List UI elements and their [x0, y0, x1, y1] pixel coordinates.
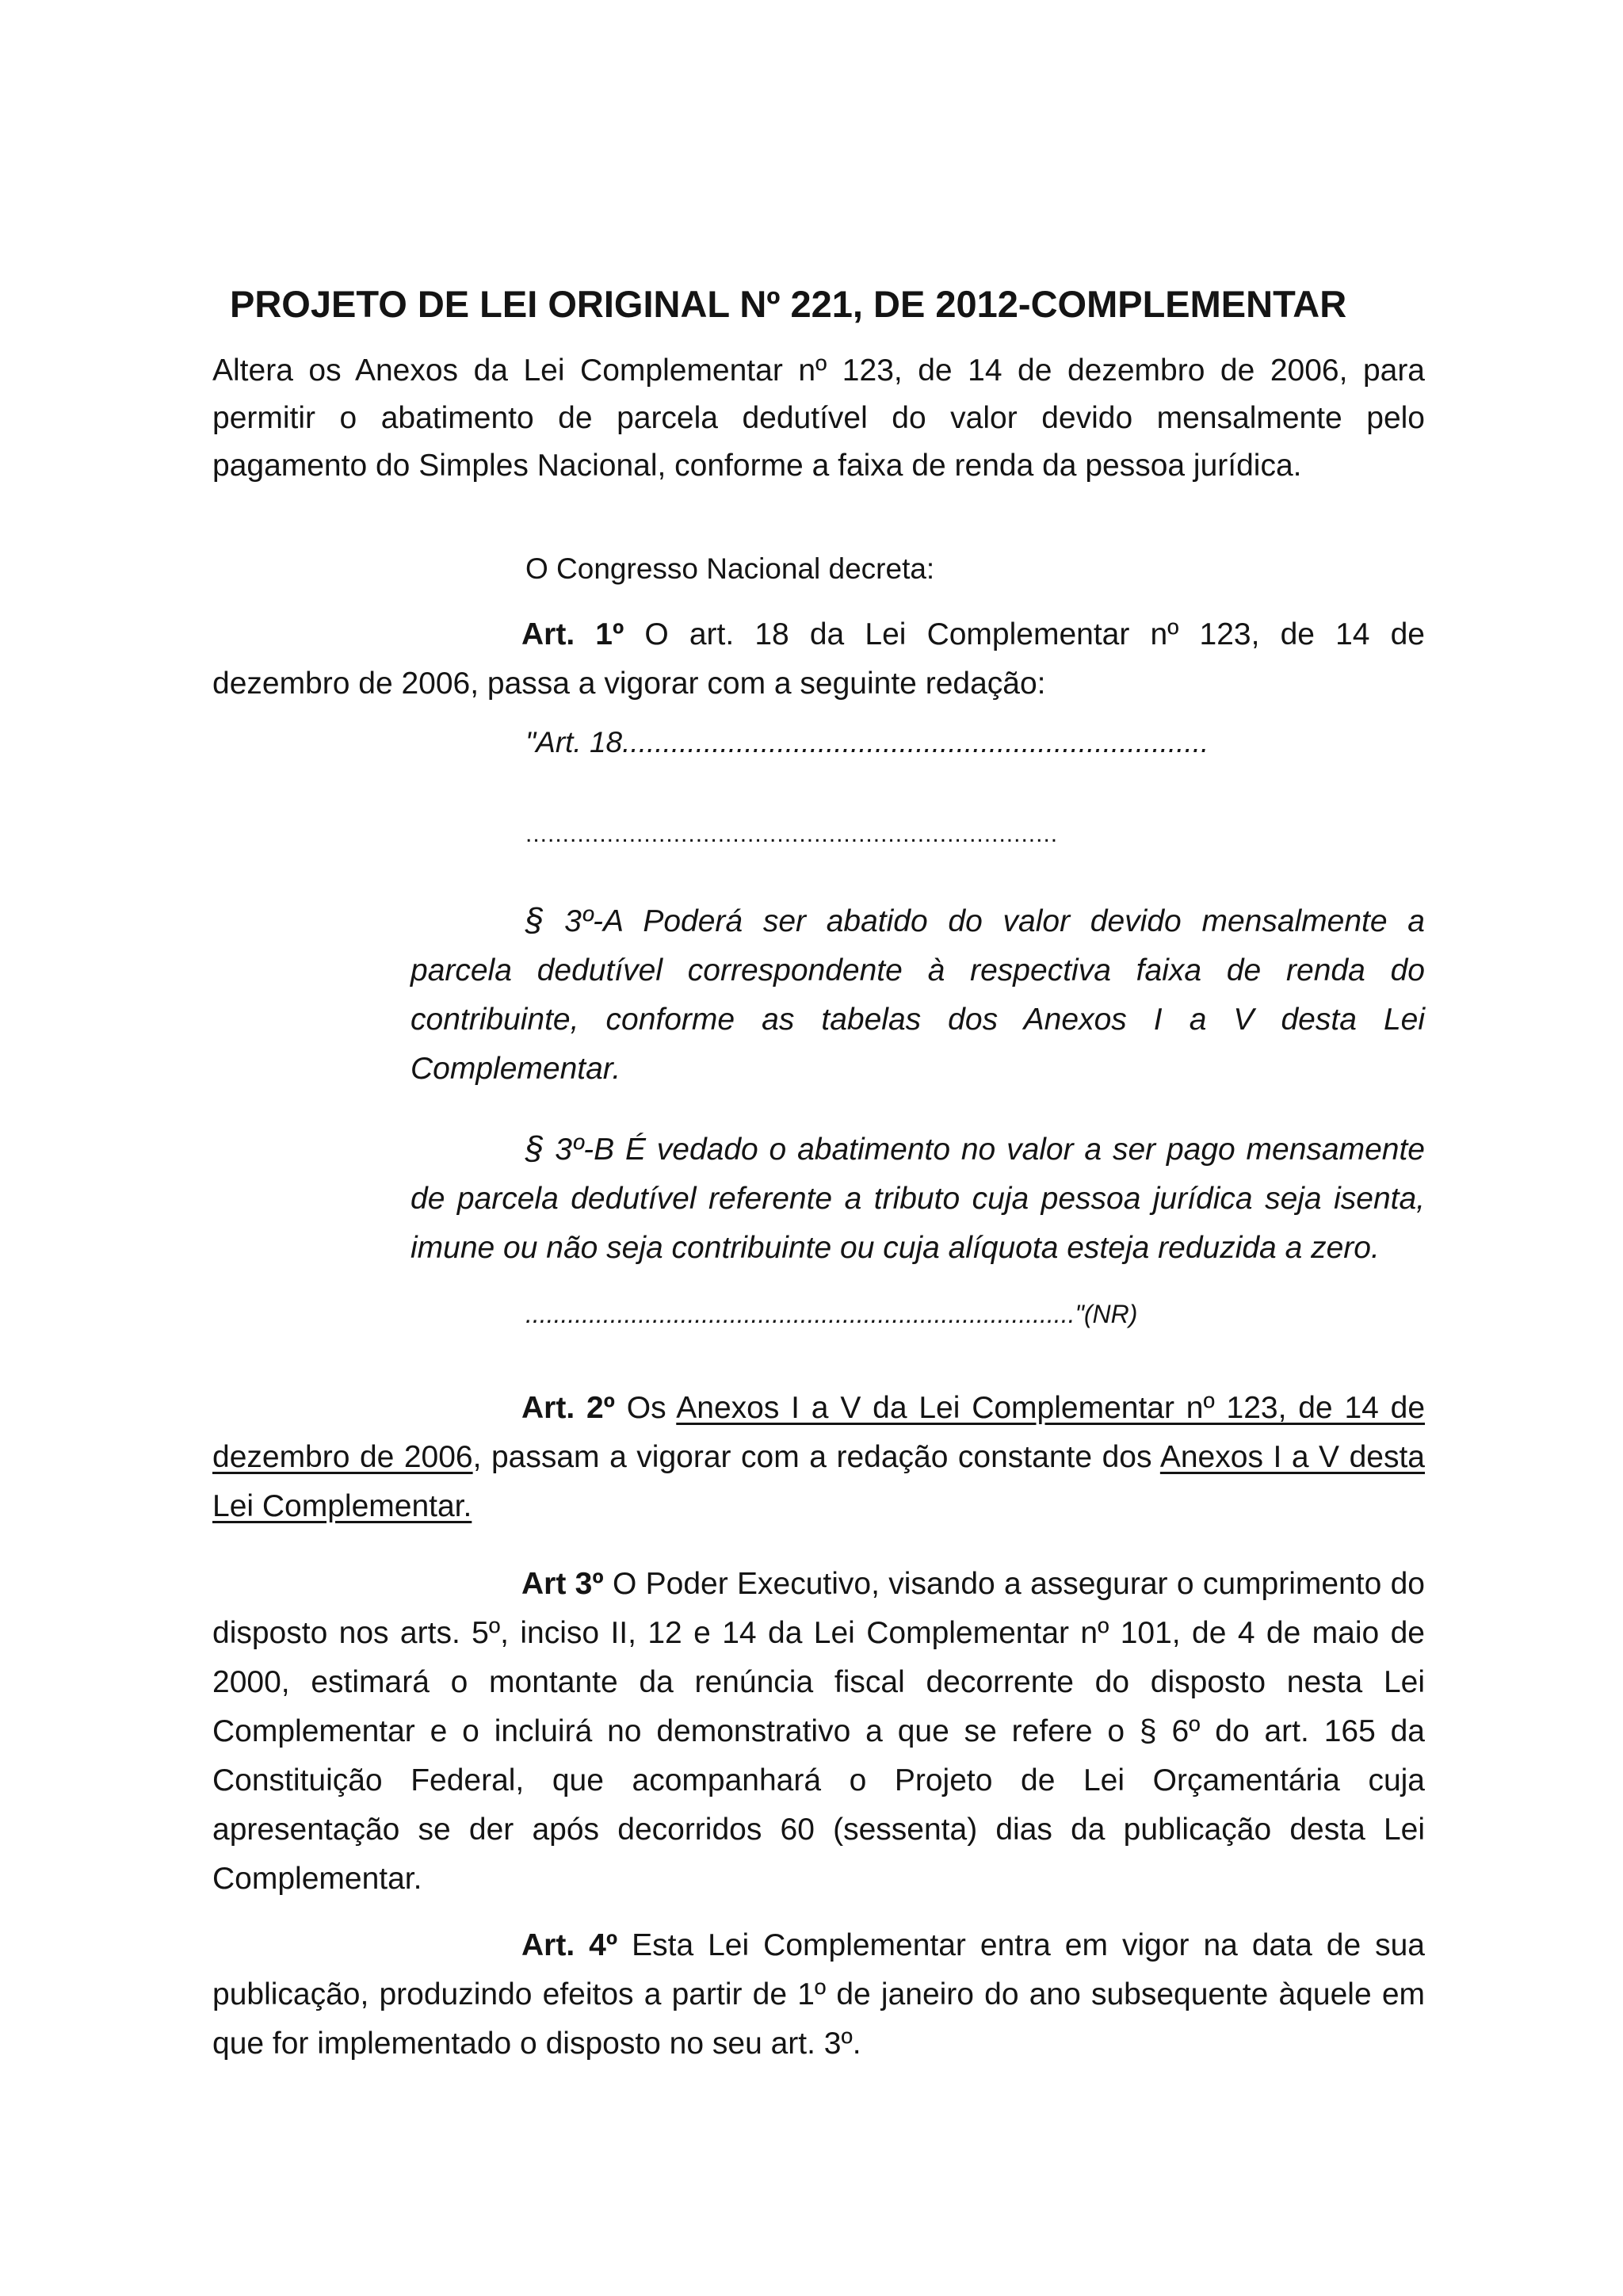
- quote-end-line: [525, 1300, 1137, 1329]
- quote-end-mark: "(NR): [1075, 1300, 1138, 1328]
- article-2-text-1: Os: [626, 1391, 666, 1425]
- article-1-text: O art. 18 da Lei Complementar nº 123, de 14 de dezembro de 2006, passa a vigorar com a seguinte redação:: [212, 617, 1425, 701]
- article-3-label: Art 3º: [521, 1567, 604, 1601]
- quoted-article-label: "Art. 18: [525, 726, 623, 758]
- enacting-clause: O Congresso Nacional decreta:: [525, 552, 935, 585]
- document-title: PROJETO DE LEI ORIGINAL Nº 221, DE 2012-COMPLEMENTAR: [230, 283, 1347, 325]
- paragraph-3a: [411, 896, 1425, 1094]
- section-symbol-3b: §: [525, 1129, 544, 1167]
- article-2: [212, 1384, 1425, 1531]
- article-4-text: Esta Lei Complementar entra em vigor na data de sua publicação, produzindo efeitos a partir de 1º de janeiro do ano subsequente àquele em que for implementado o disposto no seu art. 3º.: [212, 1928, 1426, 2061]
- paragraph-3b-text: 3º-B É vedado o abatimento no valor a ser pago mensamente de parcela dedutível referente a tributo cuja pessoa jurídica seja isenta, imune ou não seja contribuinte ou cuja alíquota esteja reduzida a zero.: [411, 1133, 1425, 1265]
- quote-end-dots: ..............................................................................: [525, 1300, 1075, 1328]
- paragraph-3a-text: 3º-A Poderá ser abatido do valor devido mensalmente a parcela dedutível correspondente à respectiva faixa de renda do contribuinte, conforme as tabelas dos Anexos I a V desta Lei Complementar.: [411, 904, 1426, 1086]
- ementa: Altera os Anexos da Lei Complementar nº 123, de 14 de dezembro de 2006, para permitir o abatimento de parcela dedutível do valor devido mensalmente pelo pagamento do Simples Nacional, conforme a faixa de renda da pessoa jurídica.: [212, 353, 1425, 483]
- article-4: [212, 1921, 1425, 2069]
- omission-dots: ........................................................................: [525, 821, 1059, 847]
- article-3: [212, 1560, 1425, 1904]
- article-3-text: O Poder Executivo, visando a assegurar o cumprimento do disposto nos arts. 5º, inciso II, 12 e 14 da Lei Complementar nº 101, de 4 de maio de 2000, estimará o montante da renúncia fiscal decorrente do disposto nesta Lei Complementar e o incluirá no demonstrativo a que se refere o § 6º do art. 165 da Constituição Federal, que acompanhará o Projeto de Lei Orçamentária cuja apresentação se der após decorridos 60 (sessenta) dias da publicação desta Lei Complementar.: [212, 1567, 1425, 1896]
- quoted-article-dots: ........................................................................: [622, 726, 1209, 758]
- article-1: [212, 610, 1425, 709]
- section-symbol-3a: §: [525, 901, 544, 938]
- article-4-label: Art. 4º: [521, 1928, 618, 1962]
- article-2-underlined-2: Anexos I a V desta Lei Complementar.: [212, 1440, 1426, 1523]
- quoted-article-18: [525, 726, 1209, 759]
- paragraph-3b: [411, 1124, 1425, 1273]
- article-2-underlined-1: Anexos I a V da Lei Complementar nº 123, de 14 de dezembro de 2006: [212, 1391, 1426, 1474]
- article-1-label: Art. 1º: [521, 617, 624, 651]
- article-2-text-2: , passam a vigorar com a redação constante dos: [472, 1440, 1152, 1474]
- article-2-label: Art. 2º: [521, 1391, 615, 1425]
